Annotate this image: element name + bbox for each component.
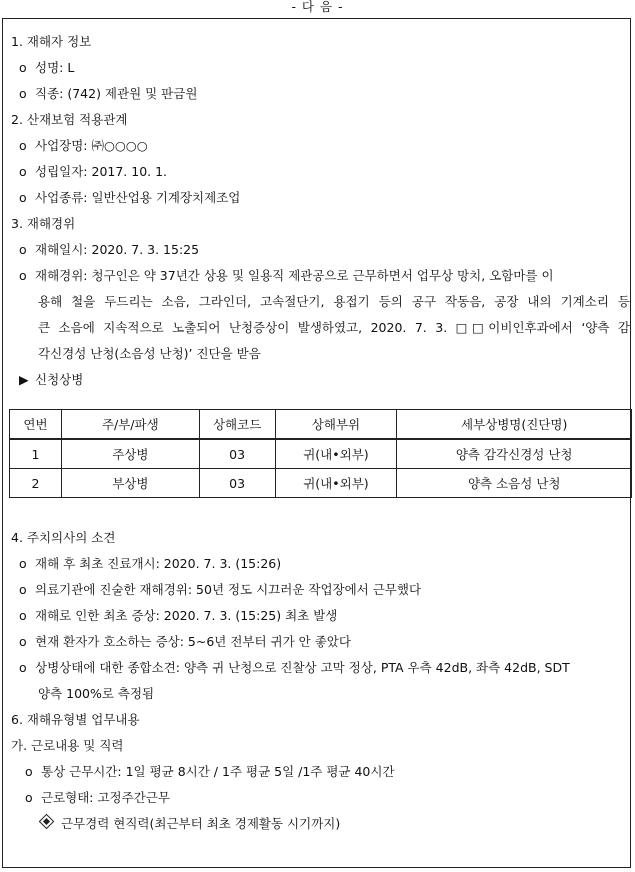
workplace-name [19, 137, 148, 155]
business-type-text: 사업종류: 일반산업용 기계장치제조업 [35, 190, 241, 205]
cell-diagnosis: 양측 소음성 난청 [397, 469, 632, 498]
circle-bullet-icon: o [19, 582, 27, 597]
work-hours [25, 763, 395, 781]
col-header-code: 상해코드 [199, 410, 275, 440]
triangle-bullet-icon: ▶ [19, 372, 29, 387]
career-history-text: 근무경력 현직력(최근부터 최초 경제활동 시기까지) [61, 816, 341, 831]
circle-bullet-icon: o [19, 86, 27, 101]
victim-name-text: 성명: L [35, 60, 75, 75]
first-symptom [19, 607, 337, 625]
cell-no: 2 [10, 469, 62, 498]
accident-history-line-1 [19, 267, 554, 285]
current-complaint-text: 현재 환자가 호소하는 증상: 5~6년 전부터 귀가 안 좋았다 [35, 634, 351, 649]
table-row [10, 439, 632, 469]
circle-bullet-icon: o [19, 634, 27, 649]
cell-type: 주상병 [61, 439, 199, 469]
document-frame [2, 18, 631, 868]
circle-bullet-icon: o [19, 608, 27, 623]
claimed-injury-label [19, 371, 83, 389]
cell-no: 1 [10, 439, 62, 469]
diamond-bullet-icon [39, 814, 55, 830]
accident-history-text-1: 재해경위: 청구인은 약 37년간 상용 및 일용직 제관공으로 근무하면서 업무상 망치, 오함마를 이 [35, 268, 554, 283]
accident-history-line-4: 각신경성 난청(소음성 난청)’ 진단을 받음 [38, 346, 261, 361]
circle-bullet-icon: o [19, 164, 27, 179]
victim-job-text: 직종: (742) 제관원 및 판금원 [35, 86, 198, 101]
overall-opinion-line-1 [19, 659, 570, 677]
career-history [39, 815, 340, 833]
circle-bullet-icon: o [19, 60, 27, 75]
circle-bullet-icon: o [19, 556, 27, 571]
overall-opinion-line-2: 양측 100%로 측정됨 [38, 686, 155, 701]
accident-history-line-2: 용해 철을 두드리는 소음, 그라인더, 고속절단기, 용접기 등의 공구 작동음, 공장 내의 기계소리 등 [38, 294, 630, 309]
stated-history-text: 의료기관에 진술한 재해경위: 50년 정도 시끄러운 작업장에서 근무했다 [35, 582, 422, 597]
circle-bullet-icon: o [25, 790, 33, 805]
circle-bullet-icon: o [19, 190, 27, 205]
page-header: - 다 음 - [291, 0, 344, 14]
col-header-diagnosis: 세부상병명(진단명) [397, 410, 632, 440]
claimed-injury-table [9, 409, 632, 498]
circle-bullet-icon: o [19, 138, 27, 153]
table-row [10, 469, 632, 498]
col-header-no: 연번 [10, 410, 62, 440]
cell-site: 귀(내•외부) [275, 439, 397, 469]
work-subtitle: 가. 근로내용 및 직력 [11, 738, 124, 753]
employment-type [25, 789, 170, 807]
table-header-row [10, 410, 632, 440]
cell-site: 귀(내•외부) [275, 469, 397, 498]
first-symptom-text: 재해로 인한 최초 증상: 2020. 7. 3. (15:25) 최초 발생 [35, 608, 338, 623]
section-1-title: 1. 재해자 정보 [11, 34, 92, 49]
claimed-injury-label-text: 신청상병 [35, 372, 84, 387]
col-header-site: 상해부위 [275, 410, 397, 440]
circle-bullet-icon: o [19, 242, 27, 257]
first-visit-text: 재해 후 최초 진료개시: 2020. 7. 3. (15:26) [35, 556, 282, 571]
employment-type-text: 근로형태: 고정주간근무 [41, 790, 170, 805]
circle-bullet-icon: o [25, 764, 33, 779]
business-type [19, 189, 240, 207]
accident-date [19, 241, 199, 259]
cell-diagnosis: 양측 감각신경성 난청 [397, 439, 632, 469]
cell-code: 03 [199, 469, 275, 498]
accident-history-line-3: 큰 소음에 지속적으로 노출되어 난청증상이 발생하였고, 2020. 7. 3. □□이비인후과에서 ‘양측 감 [38, 320, 630, 335]
section-3-title: 3. 재해경위 [11, 216, 76, 231]
cell-code: 03 [199, 439, 275, 469]
col-header-type: 주/부/파생 [61, 410, 199, 440]
section-2-title: 2. 산재보험 적용관계 [11, 112, 128, 127]
current-complaint [19, 633, 351, 651]
circle-bullet-icon: o [19, 660, 27, 675]
victim-name [19, 59, 74, 77]
section-4-title: 4. 주치의사의 소견 [11, 530, 116, 545]
victim-job [19, 85, 197, 103]
section-6-title: 6. 재해유형별 업무내용 [11, 712, 140, 727]
workplace-name-text: 사업장명: ㈜○○○○ [35, 138, 148, 153]
work-hours-text: 통상 근무시간: 1일 평균 8시간 / 1주 평균 5일 /1주 평균 40시간 [41, 764, 395, 779]
stated-history [19, 581, 421, 599]
founded-date [19, 163, 167, 181]
circle-bullet-icon: o [19, 268, 27, 283]
founded-date-text: 성립일자: 2017. 10. 1. [35, 164, 168, 179]
first-visit [19, 555, 281, 573]
overall-opinion-text-1: 상병상태에 대한 종합소견: 양측 귀 난청으로 진찰상 고막 정상, PTA 우측 42dB, 좌측 42dB, SDT [35, 660, 570, 675]
accident-date-text: 재해일시: 2020. 7. 3. 15:25 [35, 242, 200, 257]
cell-type: 부상병 [61, 469, 199, 498]
